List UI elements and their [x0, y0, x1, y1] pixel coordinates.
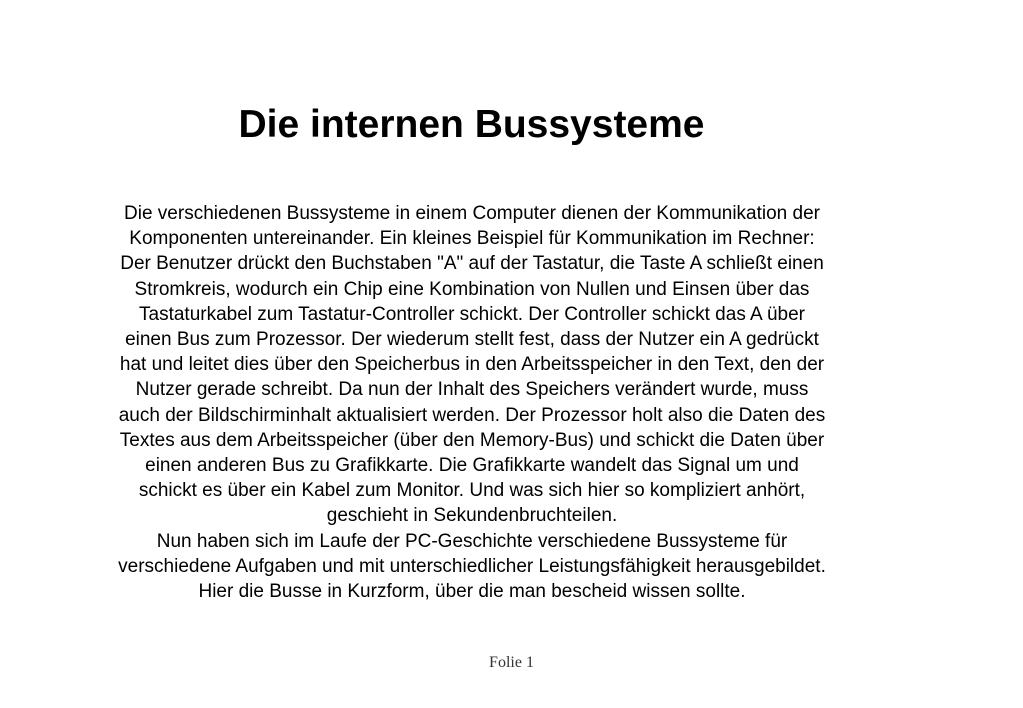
body-paragraph-1: Die verschiedenen Bussysteme in einem Computer dienen der Kommunikation der Komponenten untereinander. Ein kleines Beispiel für Kommunikation im Rechner: Der Benutzer drückt den Buchstaben "A" auf der Tastatur, die Taste A schließt einen Stromkreis, wodurch ein Chip eine Kombination von Nullen und Einsen über das Tastaturkabel zum Tastatur-Controller schickt. Der Controller schickt das A über einen Bus zum Prozessor. Der wiederum stellt fest, dass der Nutzer ein A gedrückt hat und leitet dies über den Speicherbus in den Arbeitsspeicher in den Text, den der Nutzer gerade schreibt. Da nun der Inhalt des Speichers verändert wurde, muss auch der Bildschirminhalt aktualisiert werden. Der Prozessor holt also die Daten des Textes aus dem Arbeitsspeicher (über den Memory-Bus) und schickt die Daten über einen anderen Bus zu Grafikkarte. Die Grafikkarte wandelt das Signal um und schickt es über ein Kabel zum Monitor. Und was sich hier so kompliziert anhört, geschieht in Sekundenbruchteilen. [118, 203, 826, 527]
slide-body [118, 201, 826, 604]
slide-footer: Folie 1 [489, 654, 534, 671]
slide-title: Die internen Bussysteme [238, 103, 705, 146]
body-paragraph-2: Nun haben sich im Laufe der PC-Geschichte verschiedene Bussysteme für verschiedene Aufgaben und mit unterschiedlicher Leistungsfähigkeit herausgebildet. Hier die Busse in Kurzform, über die man bescheid wissen sollte. [118, 530, 826, 603]
